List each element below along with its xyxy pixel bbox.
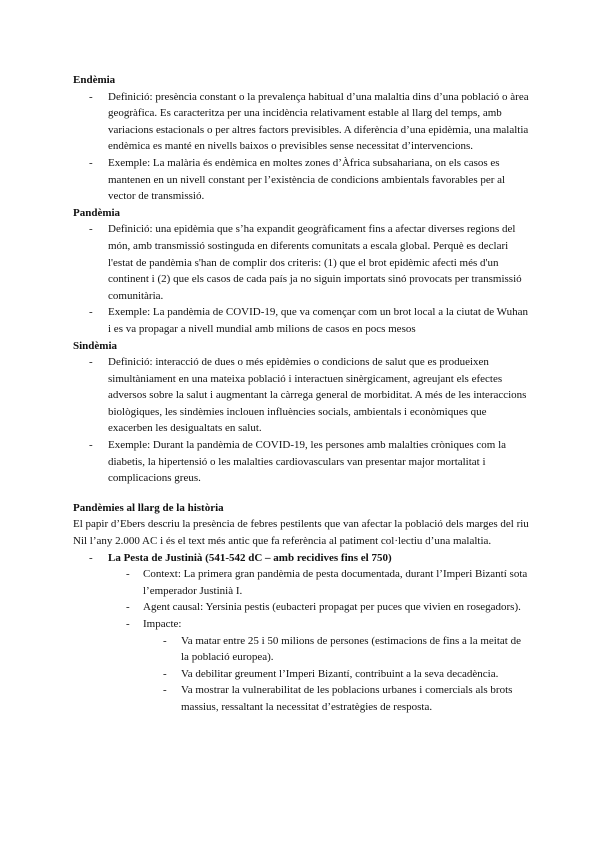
endemia-list xyxy=(73,89,530,205)
endemia-example: - Exemple: La malària és endèmica en moltes zones d’Àfrica subsahariana, on els casos es mantenen en un nivell constant per l’existència de condicions ambientals favorables per al vector de transmissió. xyxy=(73,155,530,205)
sindemia-definition: - Definició: interacció de dues o més epidèmies o condicions de salut que es produeixen simultàniament en una mateixa població i interactuen sinèrgicament, agreujant els efectes adversos sobre la salut i augmentant la càrrega general de morbiditat. A més de les interaccions biològiques, les sindèmies inclouen influències socials, ambientals i econòmiques que exacerben les desigualtats en salut. xyxy=(73,354,530,437)
pandemia-definition: - Definició: una epidèmia que s’ha expandit geogràficament fins a afectar diverses regions del món, amb transmissió sostinguda en diferents comunitats a escala global. Perquè es declari l'estat de pandèmia s'han de complir dos criteris: (1) que el brot epidèmic afecti més d'un continent i (2) que els casos de cada país ja no siguin importats sinó provocats per transmissió comunitària. xyxy=(73,221,530,304)
pandemic-agent: - Agent causal: Yersinia pestis (eubacteri propagat per puces que vivien en rosegadors). xyxy=(108,599,530,616)
impact-item: - Va mostrar la vulnerabilitat de les poblacions urbanes i comercials als brots massius, ressaltant la necessitat d’estratègies de resposta. xyxy=(143,682,530,715)
heading-history: Pandèmies al llarg de la història xyxy=(73,501,224,514)
pandemics-list xyxy=(73,550,530,716)
pandemia-example: - Exemple: La pandèmia de COVID-19, que va començar com un brot local a la ciutat de Wuhan i es va propagar a nivell mundial amb milions de casos en pocs mesos xyxy=(73,304,530,337)
section-spacer xyxy=(73,487,530,500)
impact-label: Impacte: xyxy=(143,618,182,630)
history-intro: El papir d’Ebers descriu la presència de febres pestilents que van afectar la població dels marges del riu Nil l’any 2.000 AC i és el text més antic que fa referència al patiment col·lectiu d’una malaltia. xyxy=(73,518,529,548)
pandemic-details xyxy=(108,566,530,715)
sindemia-example: - Exemple: Durant la pandèmia de COVID-19, les persones amb malalties cròniques com la diabetis, la hipertensió o les malalties cardiovasculars van presentar major mortalitat i complicacions greus. xyxy=(73,437,530,487)
pandemic-title: La Pesta de Justinià (541-542 dC – amb recidives fins el 750) xyxy=(108,551,392,564)
pandemic-impact xyxy=(108,616,530,716)
pandemic-context: - Context: La primera gran pandèmia de pesta documentada, durant l’Imperi Bizantí sota l’emperador Justinià I. xyxy=(108,566,530,599)
pandemia-list xyxy=(73,221,530,337)
sindemia-list xyxy=(73,354,530,487)
heading-endemia: Endèmia xyxy=(73,74,116,86)
heading-sindemia: Sindèmia xyxy=(73,339,118,352)
heading-pandemia: Pandèmia xyxy=(73,206,121,219)
impact-item: - Va matar entre 25 i 50 milions de persones (estimacions de fins a la meitat de la població europea). xyxy=(143,633,530,666)
impact-list xyxy=(143,633,530,716)
impact-item: - Va debilitar greument l’Imperi Bizantí, contribuint a la seva decadència. xyxy=(143,666,530,683)
document-content xyxy=(73,72,530,716)
pandemic-item-justinian xyxy=(73,550,530,716)
endemia-definition: - Definició: presència constant o la prevalença habitual d’una malaltia dins d’una població o àrea geogràfica. Es caracteritza per una incidència relativament estable al llarg del temps, amb variacions estacionals o per altres factors previsibles. A diferència d’una epidèmia, una malaltia endèmica es manté en nivells baixos o previsibles sense necessitat d’intervencions. xyxy=(73,89,530,155)
